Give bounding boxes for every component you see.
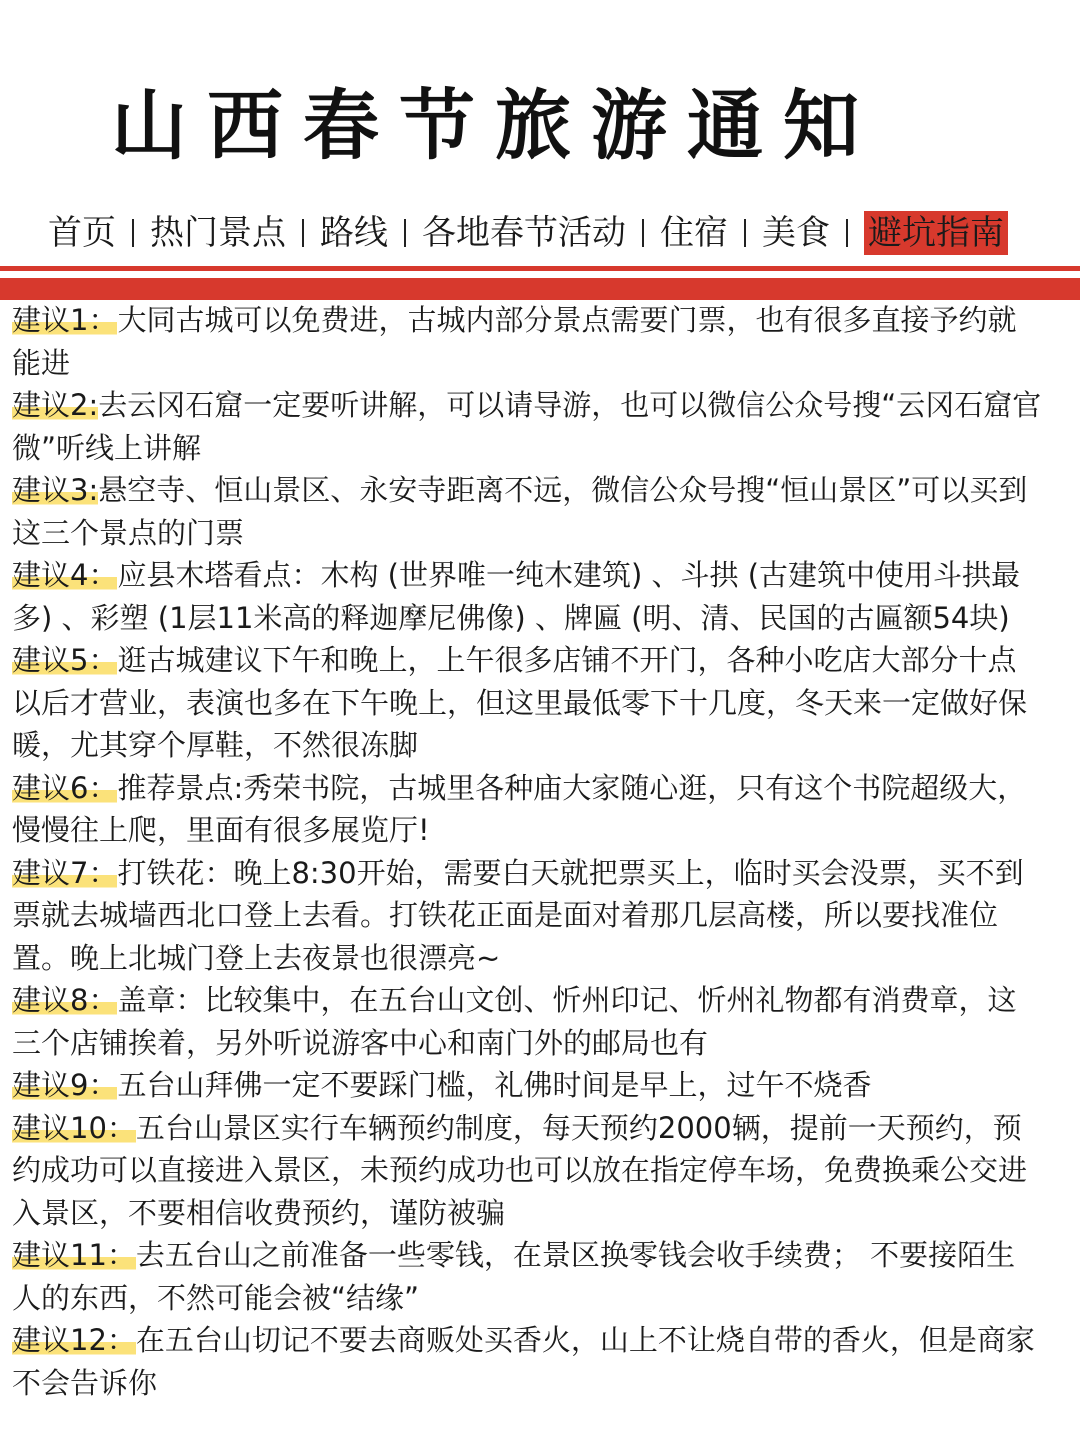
page-title: 山西春节旅游通知 xyxy=(111,81,879,170)
tip-item xyxy=(12,767,1042,852)
nav-festival-events[interactable]: 各地春节活动 xyxy=(422,213,626,253)
nav-divider xyxy=(404,219,406,247)
tip-label: 建议12： xyxy=(12,1323,136,1357)
nav-routes[interactable]: 路线 xyxy=(320,213,388,253)
tip-label: 建议4： xyxy=(12,558,118,592)
tip-text: 在五台山切记不要去商贩处买香火，山上不让烧自带的香火，但是商家不会告诉你 xyxy=(12,1323,1035,1400)
tip-item xyxy=(12,1064,1042,1107)
tip-text: 悬空寺、恒山景区、永安寺距离不远，微信公众号搜“恒山景区”可以买到这三个景点的门票 xyxy=(12,473,1028,550)
tip-text: 推荐景点:秀荣书院，古城里各种庙大家随心逛，只有这个书院超级大，慢慢往上爬，里面有很多展览厅! xyxy=(12,770,1027,847)
tip-item xyxy=(12,1107,1042,1235)
tip-label: 建议11： xyxy=(12,1238,136,1272)
tip-label: 建议2: xyxy=(12,388,99,422)
header-divider-thick xyxy=(0,278,1080,300)
nav-food[interactable]: 美食 xyxy=(762,213,830,253)
tip-item xyxy=(12,979,1042,1064)
tip-text: 去云冈石窟一定要听讲解，可以请导游，也可以微信公众号搜“云冈石窟官微”听线上讲解 xyxy=(12,388,1042,465)
tip-text: 去五台山之前准备一些零钱，在景区换零钱会收手续费； 不要接陌生人的东西，不然可能会被“结缘” xyxy=(12,1238,1016,1315)
tips-list xyxy=(12,299,1042,1404)
tip-label: 建议7： xyxy=(12,855,118,890)
tip-label: 建议3: xyxy=(12,473,99,507)
tip-label: 建议6： xyxy=(12,770,118,805)
nav-divider xyxy=(132,219,134,247)
tip-label: 建议10： xyxy=(12,1110,136,1145)
tip-label: 建议5： xyxy=(12,643,118,677)
nav-pitfall-guide[interactable]: 避坑指南 xyxy=(864,211,1008,255)
nav-home[interactable]: 首页 xyxy=(48,213,116,253)
nav-lodging[interactable]: 住宿 xyxy=(660,213,728,253)
tip-text: 五台山拜佛一定不要踩门槛，礼佛时间是早上，过午不烧香 xyxy=(117,1068,872,1102)
tip-item xyxy=(12,299,1042,384)
top-nav xyxy=(48,209,1008,257)
tip-label: 建议9： xyxy=(12,1068,118,1102)
nav-hot-attractions[interactable]: 热门景点 xyxy=(150,213,286,253)
nav-divider xyxy=(302,219,304,247)
tip-text: 五台山景区实行车辆预约制度，每天预约2000辆，提前一天预约，预约成功可以直接进入景区，未预约成功也可以放在指定停车场，免费换乘公交进入景区，不要相信收费预约，谨防被骗 xyxy=(12,1110,1028,1230)
nav-divider xyxy=(846,219,848,247)
nav-divider xyxy=(642,219,644,247)
tip-item xyxy=(12,554,1042,639)
tip-text: 应县木塔看点：木构 (世界唯一纯木建筑) 、斗拱 (古建筑中使用斗拱最多) 、彩塑 (1层11米高的释迦摩尼佛像) 、牌匾 (明、清、民国的古匾额54块) xyxy=(12,558,1021,635)
tip-text: 大同古城可以免费进，古城内部分景点需要门票，也有很多直接予约就能进 xyxy=(12,303,1017,380)
tip-text: 盖章：比较集中，在五台山文创、忻州印记、忻州礼物都有消费章，这三个店铺挨着，另外听说游客中心和南门外的邮局也有 xyxy=(12,983,1017,1060)
tip-item xyxy=(12,1234,1042,1319)
tip-label: 建议8： xyxy=(12,983,118,1017)
header-divider-thin xyxy=(0,266,1080,271)
tip-label: 建议1： xyxy=(12,303,118,337)
tip-text: 逛古城建议下午和晚上，上午很多店铺不开门，各种小吃店大部分十点以后才营业，表演也多在下午晚上，但这里最低零下十几度，冬天来一定做好保暖，尤其穿个厚鞋，不然很冻脚 xyxy=(12,643,1028,762)
tip-text: 打铁花：晚上8:30开始，需要白天就把票买上，临时买会没票，买不到票就去城墙西北口登上去看。打铁花正面是面对着那几层高楼，所以要找准位置。晚上北城门登上去夜景也很漂亮~ xyxy=(12,855,1024,975)
tip-item xyxy=(12,469,1042,554)
nav-divider xyxy=(744,219,746,247)
tip-item xyxy=(12,852,1042,980)
tip-item xyxy=(12,639,1042,767)
tip-item xyxy=(12,384,1042,469)
tip-item xyxy=(12,1319,1042,1404)
